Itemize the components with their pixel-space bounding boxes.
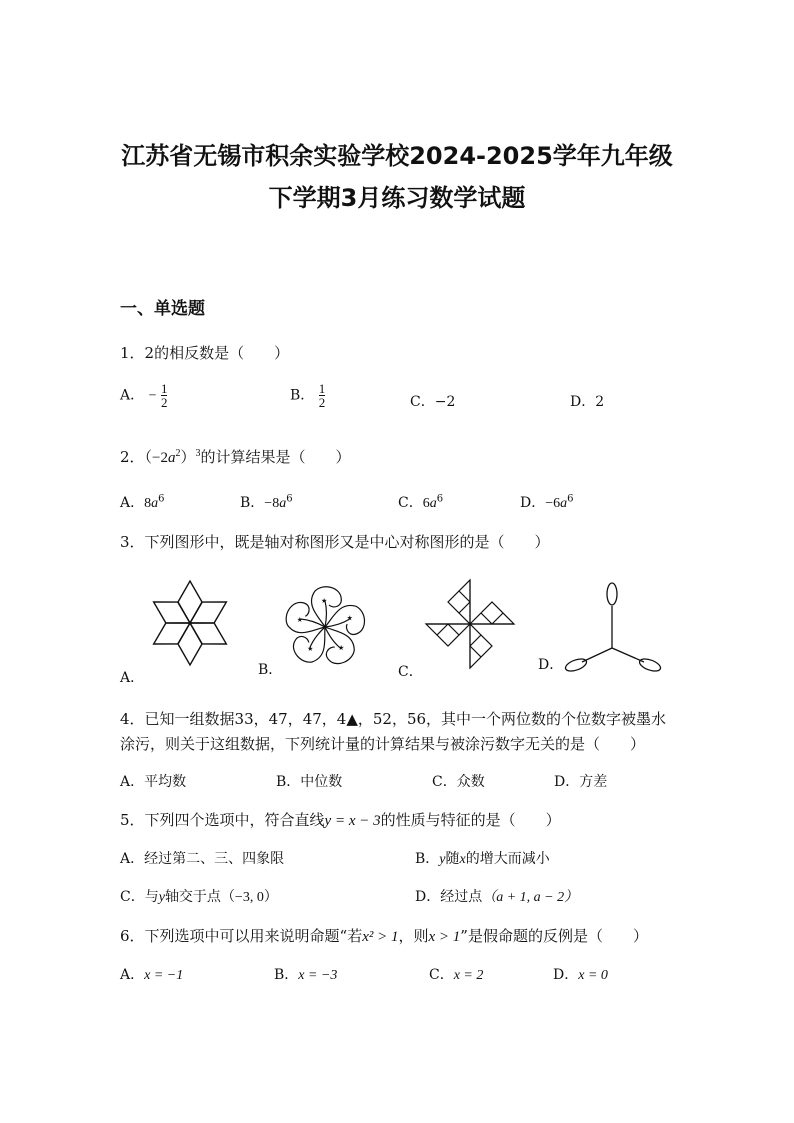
question-5-option-a: A．经过第二、三、四象限 [120,851,285,867]
figure-a-rhombus-star [140,568,240,678]
question-6-option-c: C．x = 2 [429,967,484,983]
fraction: $\frac{1}{2}$ [318,381,326,410]
figure-b-flower [280,580,370,675]
question-6-option-d: D．x = 0 [553,967,608,983]
question-4-option-a: A．平均数 [120,774,187,790]
question-6-option-b: B．x = −3 [274,967,338,983]
question-5-stem: 5．下列四个选项中，符合直线y = x − 3的性质与特征的是（ ） [120,811,561,829]
question-4-stem-line-1: 4．已知一组数据33，47，47，4▲，52，56，其中一个两位数的个位数字被墨水 [120,710,667,728]
question-1-option-a: A． − $\frac{1}{2}$ [120,381,168,410]
section-heading: 一、单选题 [120,299,205,319]
question-4-option-c: C．众数 [432,774,485,790]
question-4-option-b: B．中位数 [276,774,343,790]
question-1-stem: 1．2的相反数是（ ） [120,344,290,362]
question-3-stem: 3．下列图形中，既是轴对称图形又是中心对称图形的是（ ） [120,533,550,551]
question-2-option-a: A．$8a^6$ [120,493,165,511]
fraction: $\frac{1}{2}$ [160,381,168,410]
svg-text:★: ★ [321,597,328,605]
question-2-stem: 2．$(-2a^2)^3$的计算结果是（ ） [120,448,351,466]
question-5-option-d: D．经过点（a + 1, a − 2） [415,889,579,905]
figure-d-label: D． [538,657,564,673]
figure-c-label: C． [398,664,423,680]
page-title-line-1: 江苏省无锡市积余实验学校2024-2025学年九年级 [121,142,673,170]
question-6-stem: 6．下列选项中可以用来说明命题“若x² > 1，则x > 1”是假命题的反例是（ ） [120,927,648,945]
figure-b-label: B． [258,662,283,678]
question-4-option-d: D．方差 [554,774,608,790]
question-1-option-d: D．2 [570,394,605,410]
question-2-option-d: D．$-6a^6$ [520,493,574,511]
figure-d-tripod [560,582,665,672]
question-6-option-a: A．x = −1 [120,967,184,983]
figure-c-pinwheel [420,575,520,673]
question-5-option-c: C．与y轴交于点（−3, 0） [120,889,278,905]
question-4-stem-line-2: 涂污，则关于这组数据，下列统计量的计算结果与被涂污数字无关的是（ ） [120,735,646,753]
question-2-option-b: B．$-8a^6$ [240,493,293,511]
question-1-option-c: C．−2 [410,394,456,410]
question-1-option-b: B． $\frac{1}{2}$ [290,381,326,410]
figure-a-label: A． [120,670,145,686]
page-title-line-2: 下学期3月练习数学试题 [268,184,526,212]
question-2-option-c: C．$6a^6$ [398,493,444,511]
question-5-option-b: B．y随x的增大而减小 [415,851,550,867]
